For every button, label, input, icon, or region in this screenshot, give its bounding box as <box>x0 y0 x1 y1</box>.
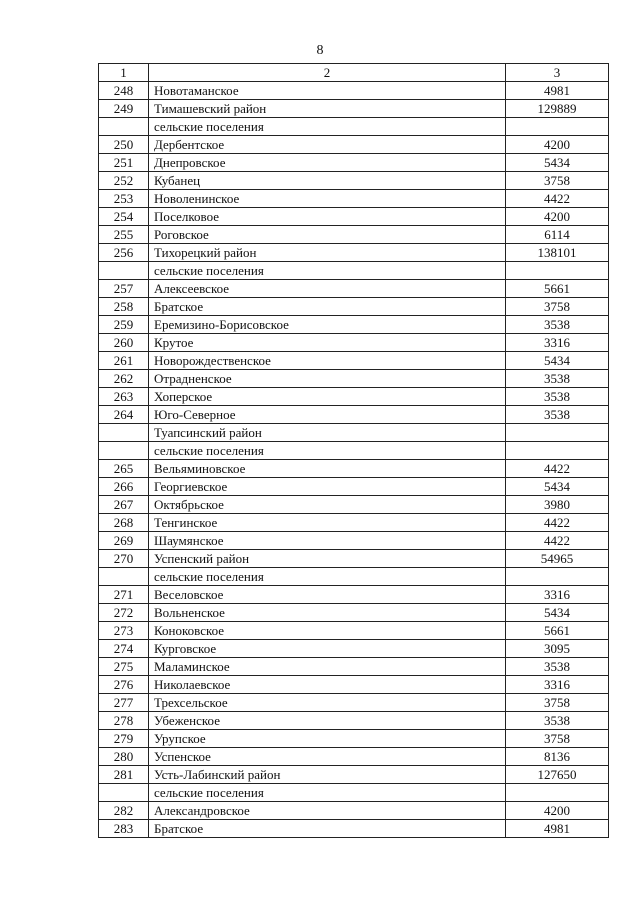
column-number-1: 1 <box>99 64 149 82</box>
table-row <box>99 550 609 568</box>
row-number: 273 <box>99 622 149 640</box>
row-value: 3316 <box>506 586 609 604</box>
table-row <box>99 406 609 424</box>
settlement-name: Усть-Лабинский район <box>149 766 506 784</box>
settlement-name: Тихорецкий район <box>149 244 506 262</box>
row-number: 271 <box>99 586 149 604</box>
row-number: 256 <box>99 244 149 262</box>
row-number: 261 <box>99 352 149 370</box>
settlement-name: Тимашевский район <box>149 100 506 118</box>
row-value: 3758 <box>506 298 609 316</box>
row-number: 254 <box>99 208 149 226</box>
row-number <box>99 262 149 280</box>
settlement-name: Убеженское <box>149 712 506 730</box>
settlement-name: Вольненское <box>149 604 506 622</box>
row-number <box>99 442 149 460</box>
row-value: 8136 <box>506 748 609 766</box>
row-value: 5434 <box>506 478 609 496</box>
table-row <box>99 298 609 316</box>
row-value: 127650 <box>506 766 609 784</box>
settlement-name: Георгиевское <box>149 478 506 496</box>
settlement-name: сельские поселения <box>149 118 506 136</box>
row-value: 3538 <box>506 406 609 424</box>
row-number: 277 <box>99 694 149 712</box>
row-number <box>99 118 149 136</box>
table-row <box>99 784 609 802</box>
row-value: 4422 <box>506 532 609 550</box>
settlement-name: Дербентское <box>149 136 506 154</box>
row-number: 270 <box>99 550 149 568</box>
row-number: 251 <box>99 154 149 172</box>
row-value: 3316 <box>506 334 609 352</box>
table-row <box>99 496 609 514</box>
row-number: 276 <box>99 676 149 694</box>
row-number: 252 <box>99 172 149 190</box>
table-row <box>99 532 609 550</box>
row-value: 4981 <box>506 820 609 838</box>
table-body <box>99 64 609 838</box>
row-number: 258 <box>99 298 149 316</box>
table-row <box>99 208 609 226</box>
settlement-name: Роговское <box>149 226 506 244</box>
row-number: 250 <box>99 136 149 154</box>
row-number <box>99 424 149 442</box>
row-number <box>99 568 149 586</box>
table-row <box>99 190 609 208</box>
settlement-name: Крутое <box>149 334 506 352</box>
row-number: 269 <box>99 532 149 550</box>
table-row <box>99 316 609 334</box>
row-value <box>506 424 609 442</box>
row-number: 249 <box>99 100 149 118</box>
settlement-name: Новотаманское <box>149 82 506 100</box>
table-row <box>99 694 609 712</box>
row-value: 3538 <box>506 658 609 676</box>
row-value: 4422 <box>506 190 609 208</box>
settlement-name: Трехсельское <box>149 694 506 712</box>
settlement-name: Веселовское <box>149 586 506 604</box>
settlement-name: Туапсинский район <box>149 424 506 442</box>
row-value: 4200 <box>506 136 609 154</box>
settlement-name: сельские поселения <box>149 784 506 802</box>
table-row <box>99 172 609 190</box>
row-value: 5434 <box>506 352 609 370</box>
column-number-2: 2 <box>149 64 506 82</box>
settlement-name: Новорождественское <box>149 352 506 370</box>
table-row <box>99 478 609 496</box>
row-number <box>99 784 149 802</box>
row-value <box>506 442 609 460</box>
settlement-name: Кубанец <box>149 172 506 190</box>
row-value: 3538 <box>506 316 609 334</box>
settlement-name: Днепровское <box>149 154 506 172</box>
table-row <box>99 442 609 460</box>
table-row <box>99 820 609 838</box>
row-number: 279 <box>99 730 149 748</box>
table-row <box>99 568 609 586</box>
row-number: 280 <box>99 748 149 766</box>
settlement-name: Николаевское <box>149 676 506 694</box>
table-row <box>99 370 609 388</box>
table-row <box>99 352 609 370</box>
row-number: 263 <box>99 388 149 406</box>
table-row <box>99 748 609 766</box>
settlements-table <box>98 63 609 838</box>
table-row <box>99 712 609 730</box>
row-value: 3980 <box>506 496 609 514</box>
row-value: 3538 <box>506 712 609 730</box>
settlement-name: сельские поселения <box>149 262 506 280</box>
table-row <box>99 460 609 478</box>
table-row <box>99 244 609 262</box>
row-value <box>506 118 609 136</box>
row-value: 3538 <box>506 388 609 406</box>
row-value: 3095 <box>506 640 609 658</box>
table-row <box>99 676 609 694</box>
settlement-name: Октябрьское <box>149 496 506 514</box>
settlement-name: Тенгинское <box>149 514 506 532</box>
table-row <box>99 640 609 658</box>
settlement-name: Еремизино-Борисовское <box>149 316 506 334</box>
row-value: 6114 <box>506 226 609 244</box>
row-value: 5661 <box>506 622 609 640</box>
column-number-3: 3 <box>506 64 609 82</box>
row-number: 253 <box>99 190 149 208</box>
row-number: 283 <box>99 820 149 838</box>
settlement-name: сельские поселения <box>149 568 506 586</box>
row-value: 129889 <box>506 100 609 118</box>
settlement-name: Маламинское <box>149 658 506 676</box>
table-row <box>99 100 609 118</box>
row-value <box>506 568 609 586</box>
table-row <box>99 766 609 784</box>
settlement-name: Курговское <box>149 640 506 658</box>
settlement-name: Вельяминовское <box>149 460 506 478</box>
row-number: 282 <box>99 802 149 820</box>
row-value: 3316 <box>506 676 609 694</box>
row-number: 275 <box>99 658 149 676</box>
row-number: 268 <box>99 514 149 532</box>
row-value: 3758 <box>506 694 609 712</box>
settlement-name: Шаумянское <box>149 532 506 550</box>
table-row <box>99 136 609 154</box>
table-row <box>99 604 609 622</box>
row-value: 5434 <box>506 154 609 172</box>
row-value: 3758 <box>506 730 609 748</box>
table-row <box>99 82 609 100</box>
settlement-name: Новоленинское <box>149 190 506 208</box>
row-number: 262 <box>99 370 149 388</box>
row-value: 3538 <box>506 370 609 388</box>
table-row <box>99 226 609 244</box>
row-value <box>506 784 609 802</box>
table-row <box>99 622 609 640</box>
row-number: 264 <box>99 406 149 424</box>
row-value: 4200 <box>506 208 609 226</box>
row-number: 272 <box>99 604 149 622</box>
row-number: 257 <box>99 280 149 298</box>
row-value: 4422 <box>506 460 609 478</box>
table-row <box>99 262 609 280</box>
row-number: 260 <box>99 334 149 352</box>
table-row <box>99 118 609 136</box>
row-number: 267 <box>99 496 149 514</box>
row-number: 259 <box>99 316 149 334</box>
table-row <box>99 802 609 820</box>
row-value: 3758 <box>506 172 609 190</box>
table-row <box>99 586 609 604</box>
settlement-name: Алексеевское <box>149 280 506 298</box>
row-value <box>506 262 609 280</box>
table-row <box>99 388 609 406</box>
row-number: 274 <box>99 640 149 658</box>
row-value: 5434 <box>506 604 609 622</box>
table-row <box>99 658 609 676</box>
table-header-row <box>99 64 609 82</box>
settlement-name: Отрадненское <box>149 370 506 388</box>
row-value: 4200 <box>506 802 609 820</box>
table-row <box>99 280 609 298</box>
table-row <box>99 334 609 352</box>
settlement-name: сельские поселения <box>149 442 506 460</box>
settlement-name: Урупское <box>149 730 506 748</box>
settlement-name: Коноковское <box>149 622 506 640</box>
table-row <box>99 730 609 748</box>
settlement-name: Успенское <box>149 748 506 766</box>
row-number: 278 <box>99 712 149 730</box>
settlement-name: Александровское <box>149 802 506 820</box>
row-number: 248 <box>99 82 149 100</box>
settlement-name: Братское <box>149 820 506 838</box>
row-value: 5661 <box>506 280 609 298</box>
settlement-name: Юго-Северное <box>149 406 506 424</box>
row-value: 54965 <box>506 550 609 568</box>
row-value: 4981 <box>506 82 609 100</box>
table-row <box>99 424 609 442</box>
settlement-name: Братское <box>149 298 506 316</box>
settlement-name: Поселковое <box>149 208 506 226</box>
settlement-name: Хоперское <box>149 388 506 406</box>
row-value: 4422 <box>506 514 609 532</box>
page-number: 8 <box>316 43 324 58</box>
row-number: 265 <box>99 460 149 478</box>
row-number: 266 <box>99 478 149 496</box>
row-value: 138101 <box>506 244 609 262</box>
table-row <box>99 514 609 532</box>
row-number: 281 <box>99 766 149 784</box>
settlement-name: Успенский район <box>149 550 506 568</box>
table-row <box>99 154 609 172</box>
row-number: 255 <box>99 226 149 244</box>
